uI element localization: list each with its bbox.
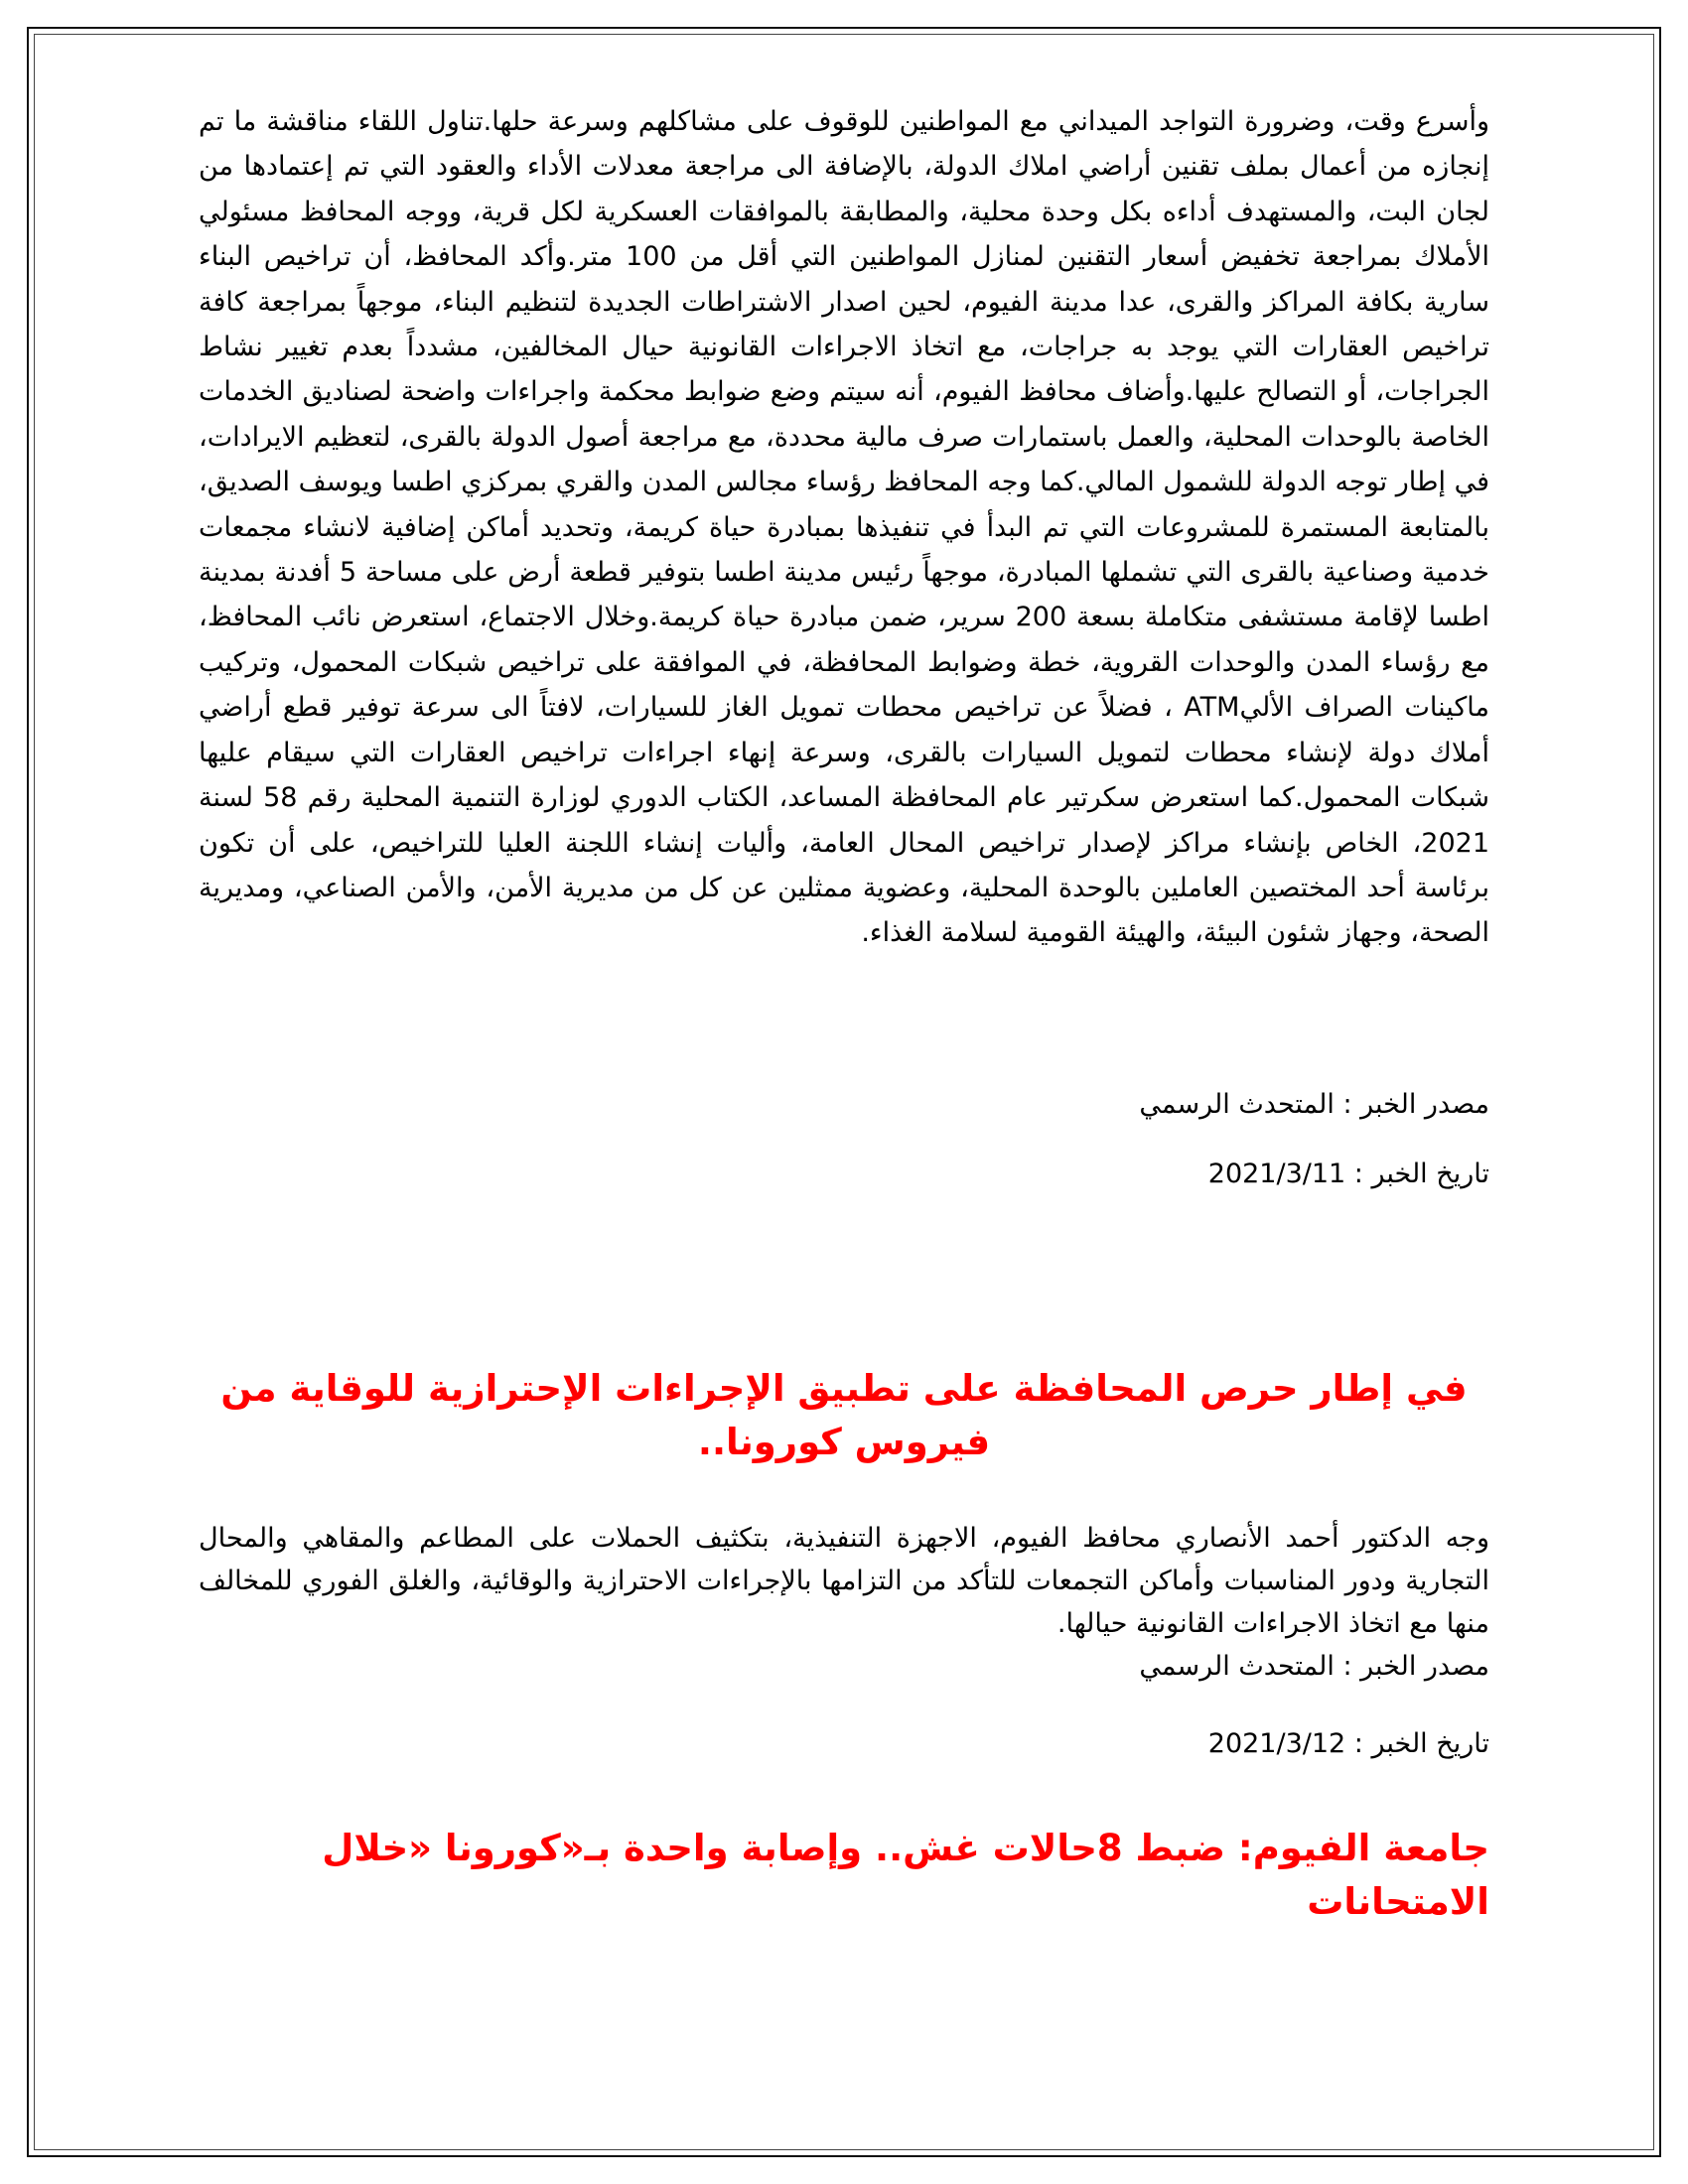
article-1 bbox=[199, 99, 1489, 956]
article-2-headline-block bbox=[199, 1362, 1489, 1469]
article-1-date-block bbox=[199, 1155, 1489, 1194]
article-2 bbox=[199, 1517, 1489, 1688]
article-2-date: تاريخ الخبر : 2021/3/12 bbox=[1207, 1728, 1489, 1759]
article-1-source-block bbox=[199, 1085, 1489, 1125]
article-3-headline-block bbox=[199, 1822, 1489, 1929]
article-1-source: مصدر الخبر : المتحدث الرسمي bbox=[1139, 1089, 1489, 1120]
article-2-paragraph: وجه الدكتور أحمد الأنصاري محافظ الفيوم، الاجهزة التنفيذية، بتكثيف الحملات على المطاعم والمقاهي والمحال التجارية ودور المناسبات وأماكن التجمعات للتأكد من التزامها بالإجراءات الاحترازية والوقائية، والغلق الفوري للمخالف منها مع اتخاذ الاجراءات القانونية حيالها. bbox=[199, 1523, 1489, 1639]
article-3-headline: جامعة الفيوم: ضبط 8حالات غش.. وإصابة واحدة بـ«كورونا «خلال الامتحانات bbox=[322, 1827, 1489, 1923]
article-1-date: تاريخ الخبر : 2021/3/11 bbox=[1207, 1159, 1489, 1189]
article-2-source: مصدر الخبر : المتحدث الرسمي bbox=[1139, 1651, 1489, 1682]
article-1-paragraph: وأسرع وقت، وضرورة التواجد الميداني مع المواطنين للوقوف على مشاكلهم وسرعة حلها.تناول اللقاء مناقشة ما تم إنجازه من أعمال بملف تقنين أراضي املاك الدولة، بالإضافة الى مراجعة معدلات الأداء والعقود التي تم إعتمادها من لجان البت، والمستهدف أداءه بكل وحدة محلية، والمطابقة بالموافقات العسكرية لكل قرية، ووجه المحافظ مسئولي الأملاك بمراجعة تخفيض أسعار التقنين لمنازل المواطنين التي أقل من 100 متر.وأكد المحافظ، أن تراخيص البناء سارية بكافة المراكز والقرى، عدا مدينة الفيوم، لحين اصدار الاشتراطات الجديدة لتنظيم البناء، موجهاً بمراجعة كافة تراخيص العقارات التي يوجد به جراجات، مع اتخاذ الاجراءات القانونية حيال المخالفين، مشدداً بعدم تغيير نشاط الجراجات، أو التصالح عليها.وأضاف محافظ الفيوم، أنه سيتم وضع ضوابط محكمة واجراءات واضحة لصناديق الخدمات الخاصة بالوحدات المحلية، والعمل باستمارات صرف مالية محددة، مع مراجعة أصول الدولة بالقرى، لتعظيم الايرادات، في إطار توجه الدولة للشمول المالي.كما وجه المحافظ رؤساء مجالس المدن والقري بمركزي اطسا ويوسف الصديق، بالمتابعة المستمرة للمشروعات التي تم البدأ في تنفيذها بمبادرة حياة كريمة، وتحديد أماكن إضافية لانشاء مجمعات خدمية وصناعية بالقرى التي تشملها المبادرة، موجهاً رئيس مدينة اطسا بتوفير قطعة أرض على مساحة 5 أفدنة بمدينة اطسا لإقامة مستشفى متكاملة بسعة 200 سرير، ضمن مبادرة حياة كريمة.وخلال الاجتماع، استعرض نائب المحافظ، مع رؤساء المدن والوحدات القروية، خطة وضوابط المحافظة، في الموافقة على تراخيص شبكات المحمول، وتركيب ماكينات الصراف الأليATM ، فضلاً عن تراخيص محطات تمويل الغاز للسيارات، لافتاً الى سرعة توفير قطع أراضي أملاك دولة لإنشاء محطات لتمويل السيارات بالقرى، وسرعة إنهاء اجراءات تراخيص العقارات التي سيقام عليها شبكات المحمول.كما استعرض سكرتير عام المحافظة المساعد، الكتاب الدوري لوزارة التنمية المحلية رقم 58 لسنة 2021، الخاص بإنشاء مراكز لإصدار تراخيص المحال العامة، وأليات إنشاء اللجنة العليا للتراخيص، على أن تكون برئاسة أحد المختصين العاملين بالوحدة المحلية، وعضوية ممثلين عن كل من مديرية الأمن، والأمن الصناعي، ومديرية الصحة، وجهاز شئون البيئة، والهيئة القومية لسلامة الغذاء. bbox=[199, 106, 1490, 949]
article-2-date-block bbox=[199, 1724, 1489, 1764]
article-2-headline: في إطار حرص المحافظة على تطبيق الإجراءات الإحترازية للوقاية من فيروس كورونا.. bbox=[220, 1367, 1468, 1463]
